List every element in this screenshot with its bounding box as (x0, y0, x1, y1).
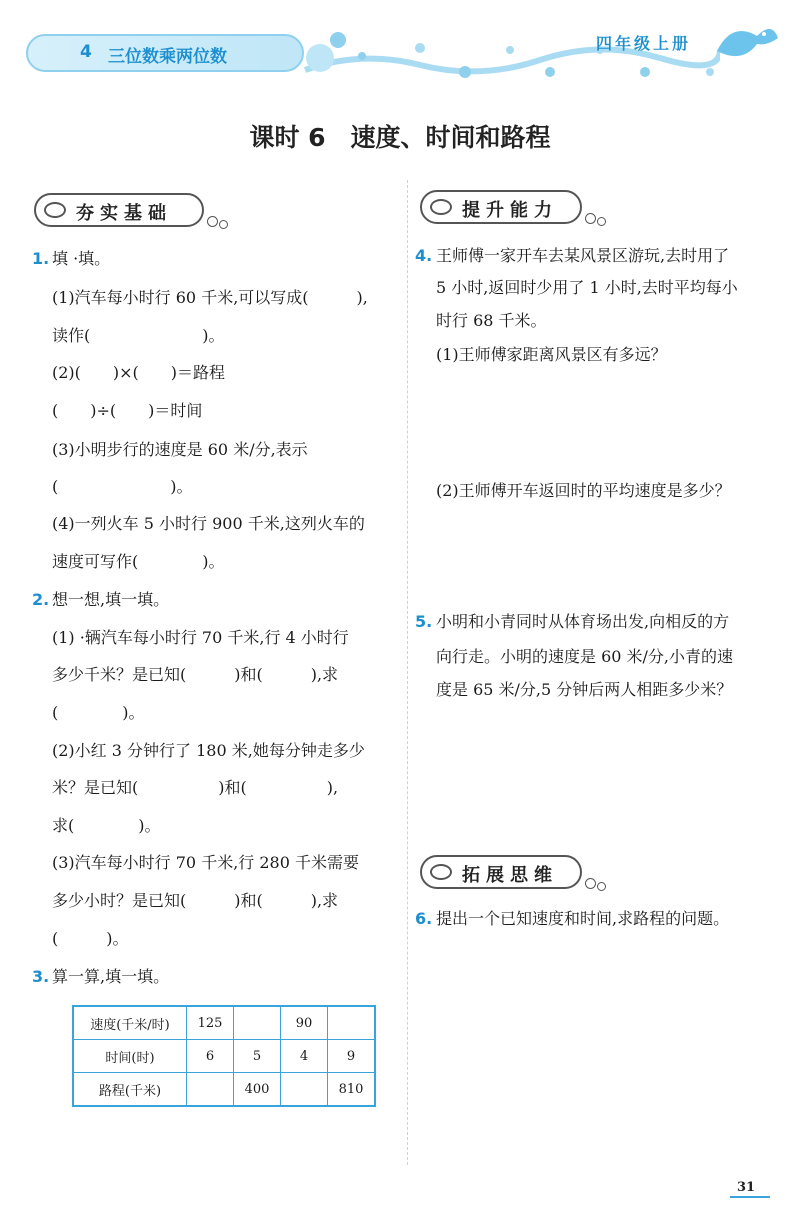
q1-line: (3)小明步行的速度是 60 米/分,表示 (52, 440, 308, 459)
ring-icon (44, 202, 66, 218)
table-cell: 90 (281, 1006, 328, 1040)
table-cell (281, 1073, 328, 1107)
q4-line: 王师傅一家开车去某风景区游玩,去时用了 (436, 246, 730, 265)
q1-line: (1)汽车每小时行 60 千米,可以写成( ), (52, 288, 368, 307)
bubble-icon (597, 882, 606, 891)
q5-line: 向行走。小明的速度是 60 米/分,小青的速 (436, 647, 734, 666)
section-badge-basics (34, 193, 204, 227)
q4-line: 5 小时,返回时少用了 1 小时,去时平均每小 (436, 278, 738, 297)
q4-line: (2)王师傅开车返回时的平均速度是多少？ (436, 481, 731, 500)
q4-line: 时行 68 千米。 (436, 311, 547, 330)
ring-icon (430, 864, 452, 880)
question-number: 4. (415, 246, 433, 265)
question-number: 6. (415, 909, 433, 928)
q2-line: (1) ·辆汽车每小时行 70 千米,行 4 小时行 (52, 628, 349, 647)
table-row (73, 1006, 375, 1040)
q2-line: 米？是已知( )和( ), (52, 778, 339, 797)
q2-line: 多少千米？是已知( )和( ),求 (52, 665, 339, 684)
q1-line: 填 ·填。 (52, 249, 111, 268)
bird-icon (712, 16, 782, 66)
bubble-icon (207, 216, 218, 227)
grade-label: 四年级上册 (596, 34, 692, 53)
section-badge-improve (420, 190, 582, 224)
q2-line: 多少小时？是已知( )和( ),求 (52, 891, 339, 910)
q2-line: (2)小红 3 分钟行了 180 米,她每分钟走多少 (52, 741, 365, 760)
table-cell: 400 (234, 1073, 281, 1107)
page-number-underline (730, 1196, 770, 1198)
question-number: 3. (32, 967, 50, 986)
ring-icon (430, 199, 452, 215)
q2-line: 想一想,填一填。 (52, 590, 170, 609)
q1-line: ( )。 (52, 477, 193, 496)
speed-time-distance-table (72, 1005, 376, 1107)
q2-line: ( )。 (52, 929, 129, 948)
q2-line: (3)汽车每小时行 70 千米,行 280 千米需要 (52, 853, 359, 872)
q1-line: 读作( )。 (52, 326, 225, 345)
q5-line: 小明和小青同时从体育场出发,向相反的方 (436, 612, 730, 631)
q2-line: ( )。 (52, 703, 145, 722)
bubble-icon (585, 213, 596, 224)
table-cell (234, 1006, 281, 1040)
question-number: 2. (32, 590, 50, 609)
bubble-icon (585, 878, 596, 889)
page-number: 31 (737, 1180, 756, 1195)
q4-line: (1)王师傅家距离风景区有多远？ (436, 345, 667, 364)
table-cell: 时间(时) (73, 1040, 187, 1073)
section-title: 提升能力 (462, 200, 558, 221)
section-title: 拓展思维 (462, 865, 558, 886)
table-cell: 810 (328, 1073, 376, 1107)
q6-text: 提出一个已知速度和时间,求路程的问题。 (436, 909, 730, 928)
table-cell (328, 1006, 376, 1040)
table-cell: 5 (234, 1040, 281, 1073)
question-number: 1. (32, 249, 50, 268)
table-cell: 路程(千米) (73, 1073, 187, 1107)
lesson-title: 课时 6 速度、时间和路程 (249, 123, 551, 152)
q3-text: 算一算,填一填。 (52, 967, 170, 986)
bubble-icon (597, 217, 606, 226)
bubble-icon (219, 220, 228, 229)
q5-line: 度是 65 米/分,5 分钟后两人相距多少米？ (436, 680, 733, 699)
table-cell: 4 (281, 1040, 328, 1073)
section-title: 夯实基础 (76, 203, 172, 224)
chapter-title: 三位数乘两位数 (108, 47, 227, 67)
q1-line: (4)一列火车 5 小时行 900 千米,这列火车的 (52, 514, 365, 533)
table-cell: 9 (328, 1040, 376, 1073)
table-cell (187, 1073, 234, 1107)
chapter-number: 4 (80, 42, 92, 62)
table-cell: 6 (187, 1040, 234, 1073)
table-cell: 速度(千米/时) (73, 1006, 187, 1040)
table-cell: 125 (187, 1006, 234, 1040)
q2-line: 求( )。 (52, 816, 161, 835)
q1-line: 速度可写作( )。 (52, 552, 225, 571)
table-row (73, 1073, 375, 1107)
section-badge-extend (420, 855, 582, 889)
table-row (73, 1040, 375, 1073)
q1-line: (2)( )×( )＝路程 (52, 363, 226, 382)
q1-line: ( )÷( )＝时间 (52, 401, 203, 420)
question-number: 5. (415, 612, 433, 631)
column-divider (407, 180, 408, 1165)
